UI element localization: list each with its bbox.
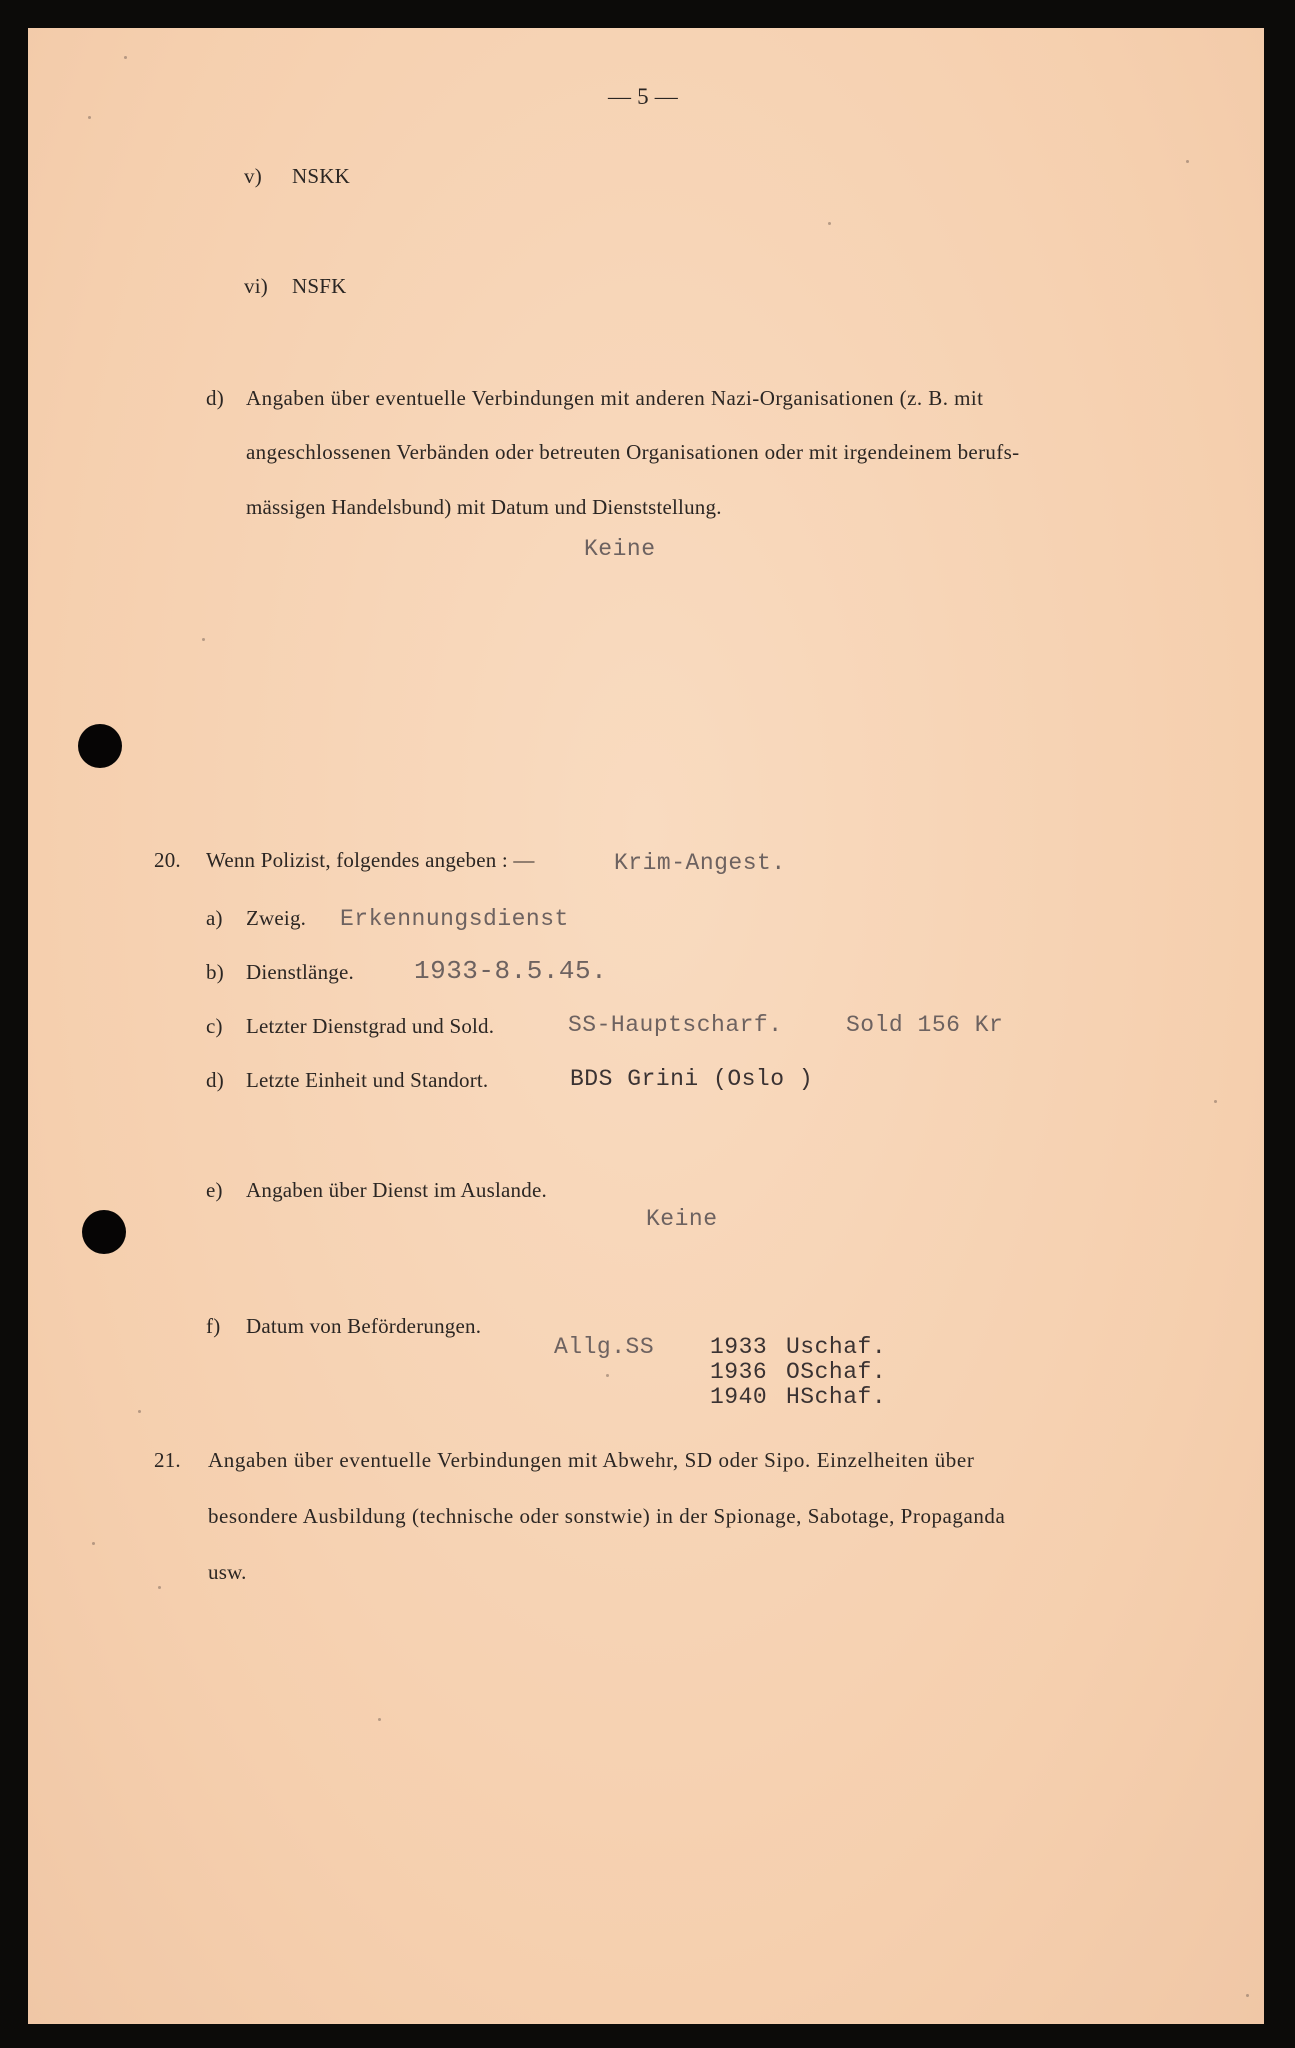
item-d-line-1: Angaben über eventuelle Verbindungen mit anderen Nazi-Organisationen (z. B. mit [246,386,984,410]
q20-a-marker: a) [206,906,223,930]
paper-speck [158,1586,161,1589]
item-v-text: NSKK [292,164,350,188]
q21-line-3: usw. [208,1560,247,1584]
item-vi-marker: vi) [244,274,268,298]
promotion-year: 1933 [710,1334,768,1360]
q20-b-answer: 1933-8.5.45. [414,956,608,986]
item-d-line-2: angeschlossenen Verbänden oder betreuten Organisationen oder mit irgendeinem berufs- [246,440,1020,464]
q20-d-label: Letzte Einheit und Standort. [246,1068,489,1092]
promotion-year: 1940 [710,1384,768,1410]
q20-f-label: Datum von Beförderungen. [246,1314,482,1338]
q20-d-answer: BDS Grini (Oslo ) [570,1066,814,1092]
paper-speck [88,116,91,119]
promotion-rank: Uschaf. [786,1334,887,1360]
q21-line-2: besondere Ausbildung (technische oder sonstwie) in der Spionage, Sabotage, Propaganda [208,1504,1006,1528]
paper-speck [1214,1100,1217,1103]
paper-speck [1186,160,1189,163]
q20-c-label: Letzter Dienstgrad und Sold. [246,1014,495,1038]
item-d-marker: d) [206,386,224,410]
q20-c-answer: SS-Hauptscharf. [568,1012,783,1038]
promotion-rank: HSchaf. [786,1384,887,1410]
punch-hole [82,1210,126,1254]
paper-speck [1246,1994,1249,1997]
q20-a-label: Zweig. [246,906,307,930]
promotion-year: 1936 [710,1359,768,1385]
paper-speck [202,638,205,641]
item-d-line-3: mässigen Handelsbund) mit Datum und Dienststellung. [246,495,722,519]
q21-number: 21. [154,1448,181,1472]
q20-label: Wenn Polizist, folgendes angeben : — [206,848,535,872]
q20-f-marker: f) [206,1314,221,1338]
q20-number: 20. [154,848,181,872]
q20-a-answer: Erkennungsdienst [340,906,569,932]
paper-speck [828,222,831,225]
item-d-answer: Keine [584,536,656,562]
q21-line-1: Angaben über eventuelle Verbindungen mit Abwehr, SD oder Sipo. Einzelheiten über [208,1448,975,1472]
promotions-prefix: Allg.SS [554,1334,655,1360]
page-number: — 5 — [608,84,678,109]
paper-speck [124,56,127,59]
q20-e-label: Angaben über Dienst im Auslande. [246,1178,547,1202]
q20-c-marker: c) [206,1014,223,1038]
q20-b-marker: b) [206,960,224,984]
item-v-marker: v) [244,164,262,188]
item-vi-text: NSFK [292,274,347,298]
paper-speck [138,1410,141,1413]
paper-speck [378,1718,381,1721]
promotion-rank: OSchaf. [786,1359,887,1385]
q20-answer: Krim-Angest. [614,850,786,876]
q20-d-marker: d) [206,1068,224,1092]
q20-e-marker: e) [206,1178,223,1202]
q20-e-answer: Keine [646,1206,718,1232]
q20-b-label: Dienstlänge. [246,960,354,984]
paper-speck [606,1374,609,1377]
q20-c-answer-sold: Sold 156 Kr [846,1012,1004,1038]
document-page [28,28,1264,2024]
punch-hole [78,724,122,768]
paper-speck [92,1542,95,1545]
